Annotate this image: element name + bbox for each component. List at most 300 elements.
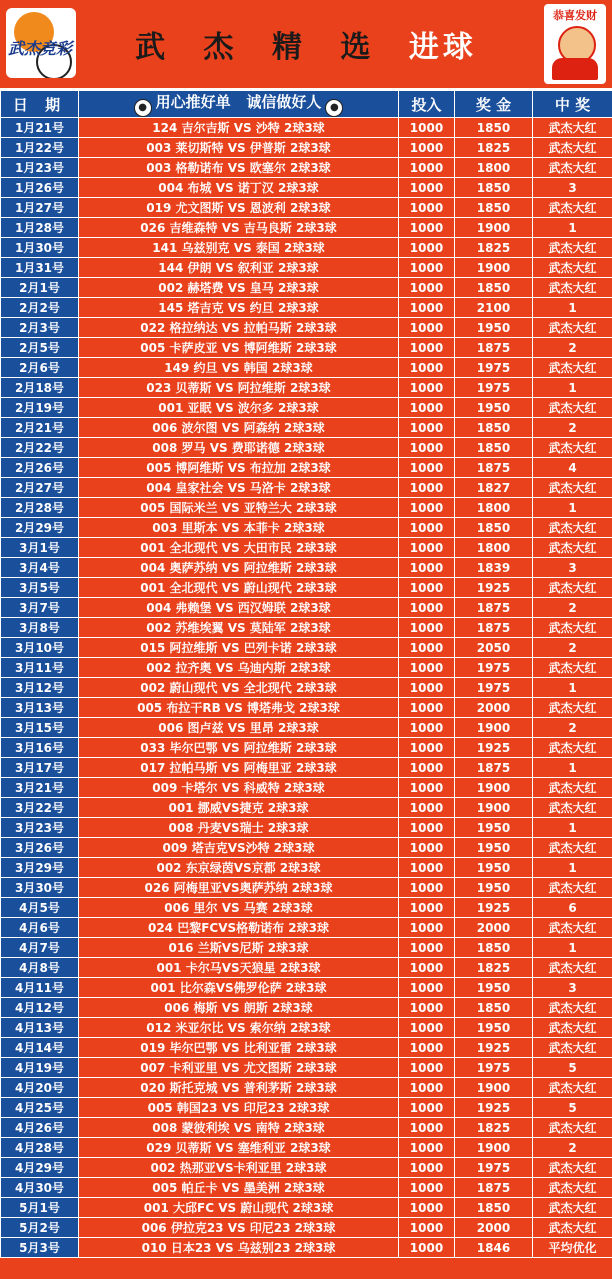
row-stake: 1000 [399,158,455,178]
row-prize: 1800 [455,498,533,518]
row-date: 3月1号 [1,538,79,558]
row-result: 武杰大红 [533,1218,612,1238]
row-stake: 1000 [399,1138,455,1158]
table-row [1,858,612,878]
table-row [1,438,612,458]
row-date: 4月6号 [1,918,79,938]
row-date: 3月13号 [1,698,79,718]
row-prize: 1875 [455,458,533,478]
row-match: 004 奥萨苏纳 VS 阿拉维斯 2球3球 [79,558,399,578]
table-row [1,478,612,498]
table-header-row [1,91,612,118]
row-result: 武杰大红 [533,738,612,758]
row-match: 008 丹麦VS瑞士 2球3球 [79,818,399,838]
table-row [1,758,612,778]
row-match: 005 博阿维斯 VS 布拉加 2球3球 [79,458,399,478]
row-prize: 1839 [455,558,533,578]
row-prize: 1900 [455,718,533,738]
row-date: 3月16号 [1,738,79,758]
row-date: 4月12号 [1,998,79,1018]
row-match: 003 格勒诺布 VS 欧塞尔 2球3球 [79,158,399,178]
row-stake: 1000 [399,338,455,358]
row-prize: 1975 [455,378,533,398]
table-body [1,118,612,1258]
row-match: 149 约旦 VS 韩国 2球3球 [79,358,399,378]
table-row [1,1058,612,1078]
row-stake: 1000 [399,138,455,158]
row-result: 2 [533,1138,612,1158]
row-match: 141 乌兹别克 VS 泰国 2球3球 [79,238,399,258]
row-match: 003 莱切斯特 VS 伊普斯 2球3球 [79,138,399,158]
row-result: 1 [533,218,612,238]
row-match: 017 拉帕马斯 VS 阿梅里亚 2球3球 [79,758,399,778]
row-stake: 1000 [399,198,455,218]
row-stake: 1000 [399,1218,455,1238]
row-match: 001 全北现代 VS 大田市民 2球3球 [79,538,399,558]
table-row [1,1098,612,1118]
row-match: 005 国际米兰 VS 亚特兰大 2球3球 [79,498,399,518]
table-row [1,1078,612,1098]
row-date: 4月7号 [1,938,79,958]
row-prize: 1825 [455,238,533,258]
row-result: 武杰大红 [533,618,612,638]
row-stake: 1000 [399,538,455,558]
row-match: 002 蔚山现代 VS 全北现代 2球3球 [79,678,399,698]
row-stake: 1000 [399,1058,455,1078]
row-prize: 1850 [455,998,533,1018]
row-date: 5月1号 [1,1198,79,1218]
row-stake: 1000 [399,918,455,938]
row-stake: 1000 [399,778,455,798]
row-stake: 1000 [399,278,455,298]
row-match: 006 图卢兹 VS 里昂 2球3球 [79,718,399,738]
row-date: 4月26号 [1,1118,79,1138]
table-row [1,658,612,678]
table-row [1,1178,612,1198]
row-prize: 1975 [455,678,533,698]
page-title-main: 武 杰 精 选 [135,30,385,65]
row-date: 3月23号 [1,818,79,838]
row-date: 4月29号 [1,1158,79,1178]
row-match: 003 里斯本 VS 本菲卡 2球3球 [79,518,399,538]
row-match: 004 布城 VS 诺丁汉 2球3球 [79,178,399,198]
table-row [1,218,612,238]
row-prize: 1900 [455,778,533,798]
table-row [1,498,612,518]
row-date: 2月22号 [1,438,79,458]
row-result: 武杰大红 [533,1198,612,1218]
row-match: 029 贝蒂斯 VS 塞维利亚 2球3球 [79,1138,399,1158]
row-date: 2月28号 [1,498,79,518]
row-stake: 1000 [399,1178,455,1198]
row-stake: 1000 [399,798,455,818]
row-result: 武杰大红 [533,518,612,538]
row-result: 2 [533,638,612,658]
row-result: 3 [533,978,612,998]
table-row [1,978,612,998]
row-result: 武杰大红 [533,578,612,598]
row-date: 1月22号 [1,138,79,158]
row-result: 武杰大红 [533,1118,612,1138]
row-stake: 1000 [399,238,455,258]
row-result: 1 [533,298,612,318]
row-stake: 1000 [399,1198,455,1218]
table-row [1,778,612,798]
row-match: 015 阿拉维斯 VS 巴列卡诺 2球3球 [79,638,399,658]
row-stake: 1000 [399,458,455,478]
row-stake: 1000 [399,858,455,878]
row-prize: 1975 [455,358,533,378]
row-match: 002 苏维埃翼 VS 莫陆军 2球3球 [79,618,399,638]
row-result: 1 [533,818,612,838]
row-result: 平均优化 [533,1238,612,1258]
row-prize: 1875 [455,598,533,618]
table-row [1,678,612,698]
row-prize: 1850 [455,938,533,958]
row-date: 4月14号 [1,1038,79,1058]
table-row [1,638,612,658]
row-stake: 1000 [399,1238,455,1258]
row-result: 4 [533,458,612,478]
row-date: 1月31号 [1,258,79,278]
row-match: 033 毕尔巴鄂 VS 阿拉维斯 2球3球 [79,738,399,758]
row-date: 5月2号 [1,1218,79,1238]
row-result: 2 [533,338,612,358]
row-date: 3月10号 [1,638,79,658]
row-stake: 1000 [399,498,455,518]
row-match: 020 斯托克城 VS 普利茅斯 2球3球 [79,1078,399,1098]
row-stake: 1000 [399,718,455,738]
row-result: 武杰大红 [533,958,612,978]
row-date: 2月5号 [1,338,79,358]
col-header-prize: 奖 金 [455,91,533,118]
row-result: 武杰大红 [533,1158,612,1178]
row-result: 武杰大红 [533,398,612,418]
row-match: 001 大邱FC VS 蔚山现代 2球3球 [79,1198,399,1218]
row-stake: 1000 [399,298,455,318]
row-result: 武杰大红 [533,118,612,138]
row-match: 001 比尔森VS佛罗伦萨 2球3球 [79,978,399,998]
row-prize: 1850 [455,278,533,298]
row-match: 001 卡尔马VS天狼星 2球3球 [79,958,399,978]
row-stake: 1000 [399,638,455,658]
table-row [1,358,612,378]
row-result: 5 [533,1098,612,1118]
row-result: 武杰大红 [533,918,612,938]
row-date: 4月30号 [1,1178,79,1198]
table-row [1,1198,612,1218]
row-match: 006 里尔 VS 马赛 2球3球 [79,898,399,918]
row-result: 2 [533,718,612,738]
row-prize: 2000 [455,1218,533,1238]
row-prize: 2100 [455,298,533,318]
row-stake: 1000 [399,758,455,778]
row-date: 1月28号 [1,218,79,238]
row-prize: 1827 [455,478,533,498]
table-row [1,698,612,718]
row-result: 武杰大红 [533,1078,612,1098]
soccer-ball-icon: ● [325,99,343,117]
row-match: 004 弗赖堡 VS 西汉姆联 2球3球 [79,598,399,618]
row-result: 武杰大红 [533,658,612,678]
row-result: 1 [533,758,612,778]
fortune-caption: 恭喜发财 [553,9,597,22]
row-match: 002 赫塔费 VS 皇马 2球3球 [79,278,399,298]
row-date: 4月13号 [1,1018,79,1038]
row-result: 武杰大红 [533,438,612,458]
row-stake: 1000 [399,1078,455,1098]
row-stake: 1000 [399,998,455,1018]
row-result: 1 [533,938,612,958]
table-row [1,918,612,938]
row-prize: 1925 [455,1038,533,1058]
table-row [1,158,612,178]
row-match: 001 挪威VS捷克 2球3球 [79,798,399,818]
row-prize: 1850 [455,198,533,218]
row-date: 3月21号 [1,778,79,798]
row-match: 023 贝蒂斯 VS 阿拉维斯 2球3球 [79,378,399,398]
row-result: 1 [533,858,612,878]
col-header-result: 中 奖 [533,91,612,118]
row-result: 武杰大红 [533,1178,612,1198]
table-row [1,798,612,818]
row-prize: 1975 [455,1058,533,1078]
row-prize: 1800 [455,158,533,178]
table-row [1,558,612,578]
row-result: 6 [533,898,612,918]
row-stake: 1000 [399,318,455,338]
row-stake: 1000 [399,618,455,638]
table-row [1,598,612,618]
fortune-god-image [544,4,606,84]
row-prize: 2050 [455,638,533,658]
row-prize: 1825 [455,1118,533,1138]
fortune-god-robe-icon [552,58,598,80]
row-stake: 1000 [399,1118,455,1138]
table-row [1,878,612,898]
row-result: 武杰大红 [533,838,612,858]
row-match: 012 米亚尔比 VS 索尔纳 2球3球 [79,1018,399,1038]
col-header-stake: 投入 [399,91,455,118]
row-prize: 1850 [455,438,533,458]
brand-logo-text: 武杰竞彩 [8,39,73,58]
row-match: 006 伊拉克23 VS 印尼23 2球3球 [79,1218,399,1238]
row-stake: 1000 [399,738,455,758]
row-prize: 1925 [455,578,533,598]
row-match: 010 日本23 VS 乌兹别23 2球3球 [79,1238,399,1258]
row-stake: 1000 [399,658,455,678]
row-result: 3 [533,558,612,578]
row-match: 008 蒙彼利埃 VS 南特 2球3球 [79,1118,399,1138]
row-prize: 1850 [455,1198,533,1218]
row-match: 002 拉齐奥 VS 乌迪内斯 2球3球 [79,658,399,678]
row-result: 武杰大红 [533,538,612,558]
table-row [1,458,612,478]
row-date: 4月8号 [1,958,79,978]
table-row [1,958,612,978]
row-result: 武杰大红 [533,198,612,218]
row-date: 2月18号 [1,378,79,398]
row-date: 4月19号 [1,1058,79,1078]
row-prize: 1850 [455,518,533,538]
row-prize: 1950 [455,818,533,838]
table-row [1,378,612,398]
row-match: 002 东京绿茵VS京都 2球3球 [79,858,399,878]
row-stake: 1000 [399,218,455,238]
row-match: 145 塔吉克 VS 约旦 2球3球 [79,298,399,318]
row-date: 3月5号 [1,578,79,598]
table-row [1,1218,612,1238]
row-date: 1月26号 [1,178,79,198]
row-stake: 1000 [399,118,455,138]
table-row [1,738,612,758]
row-match: 002 热那亚VS卡利亚里 2球3球 [79,1158,399,1178]
table-row [1,898,612,918]
row-result: 武杰大红 [533,238,612,258]
row-date: 3月15号 [1,718,79,738]
row-date: 3月22号 [1,798,79,818]
row-stake: 1000 [399,558,455,578]
row-match: 144 伊朗 VS 叙利亚 2球3球 [79,258,399,278]
row-match: 016 兰斯VS尼斯 2球3球 [79,938,399,958]
row-date: 2月27号 [1,478,79,498]
table-row [1,298,612,318]
row-match: 026 吉维森特 VS 吉马良斯 2球3球 [79,218,399,238]
row-match: 009 卡塔尔 VS 科威特 2球3球 [79,778,399,798]
page-title-accent: 进球 [408,30,477,65]
row-date: 4月5号 [1,898,79,918]
table-row [1,998,612,1018]
table-row [1,838,612,858]
row-stake: 1000 [399,1158,455,1178]
row-match: 006 梅斯 VS 朗斯 2球3球 [79,998,399,1018]
row-stake: 1000 [399,258,455,278]
row-date: 4月11号 [1,978,79,998]
row-stake: 1000 [399,978,455,998]
row-result: 武杰大红 [533,1038,612,1058]
table-row [1,1238,612,1258]
table-row [1,518,612,538]
table-row [1,818,612,838]
row-prize: 1900 [455,218,533,238]
soccer-ball-icon: ● [134,99,152,117]
row-date: 3月7号 [1,598,79,618]
row-result: 1 [533,678,612,698]
row-date: 2月6号 [1,358,79,378]
table-row [1,418,612,438]
row-date: 2月26号 [1,458,79,478]
row-prize: 1950 [455,398,533,418]
row-date: 1月27号 [1,198,79,218]
row-prize: 1875 [455,1178,533,1198]
page-header [0,0,612,90]
row-prize: 1950 [455,318,533,338]
row-date: 3月4号 [1,558,79,578]
row-prize: 1875 [455,758,533,778]
row-stake: 1000 [399,1098,455,1118]
row-date: 4月20号 [1,1078,79,1098]
row-prize: 1900 [455,1138,533,1158]
row-prize: 1925 [455,1098,533,1118]
row-result: 武杰大红 [533,998,612,1018]
row-match: 001 全北现代 VS 蔚山现代 2球3球 [79,578,399,598]
row-stake: 1000 [399,378,455,398]
row-match: 005 帕丘卡 VS 墨美洲 2球3球 [79,1178,399,1198]
row-result: 武杰大红 [533,778,612,798]
row-stake: 1000 [399,1038,455,1058]
row-stake: 1000 [399,678,455,698]
row-date: 5月3号 [1,1238,79,1258]
row-stake: 1000 [399,958,455,978]
col-header-pick [79,91,399,118]
row-stake: 1000 [399,358,455,378]
row-prize: 1825 [455,138,533,158]
row-prize: 1875 [455,338,533,358]
table-row [1,398,612,418]
row-stake: 1000 [399,818,455,838]
table-row [1,538,612,558]
table-row [1,278,612,298]
row-prize: 2000 [455,918,533,938]
row-prize: 1975 [455,658,533,678]
table-row [1,1118,612,1138]
row-date: 3月30号 [1,878,79,898]
row-prize: 1846 [455,1238,533,1258]
row-prize: 2000 [455,698,533,718]
row-stake: 1000 [399,938,455,958]
table-row [1,178,612,198]
row-match: 001 亚眠 VS 波尔多 2球3球 [79,398,399,418]
row-stake: 1000 [399,478,455,498]
row-result: 5 [533,1058,612,1078]
row-stake: 1000 [399,838,455,858]
table-row [1,1038,612,1058]
table-row [1,1138,612,1158]
row-date: 1月23号 [1,158,79,178]
row-date: 3月26号 [1,838,79,858]
table-row [1,258,612,278]
table-row [1,618,612,638]
row-date: 3月29号 [1,858,79,878]
row-match: 005 卡萨皮亚 VS 博阿维斯 2球3球 [79,338,399,358]
row-result: 武杰大红 [533,698,612,718]
row-prize: 1900 [455,1078,533,1098]
row-date: 4月28号 [1,1138,79,1158]
row-date: 4月25号 [1,1098,79,1118]
row-date: 2月1号 [1,278,79,298]
row-stake: 1000 [399,898,455,918]
row-result: 1 [533,498,612,518]
row-prize: 1950 [455,878,533,898]
row-stake: 1000 [399,578,455,598]
row-date: 2月29号 [1,518,79,538]
row-date: 2月2号 [1,298,79,318]
row-prize: 1875 [455,618,533,638]
row-match: 005 韩国23 VS 印尼23 2球3球 [79,1098,399,1118]
table-row [1,578,612,598]
row-match: 006 波尔图 VS 阿森纳 2球3球 [79,418,399,438]
row-stake: 1000 [399,178,455,198]
col-header-date: 日 期 [1,91,79,118]
row-match: 008 罗马 VS 费耶诺德 2球3球 [79,438,399,458]
row-date: 1月21号 [1,118,79,138]
row-stake: 1000 [399,398,455,418]
row-result: 武杰大红 [533,478,612,498]
row-result: 武杰大红 [533,278,612,298]
row-date: 2月19号 [1,398,79,418]
table-row [1,318,612,338]
row-date: 3月12号 [1,678,79,698]
